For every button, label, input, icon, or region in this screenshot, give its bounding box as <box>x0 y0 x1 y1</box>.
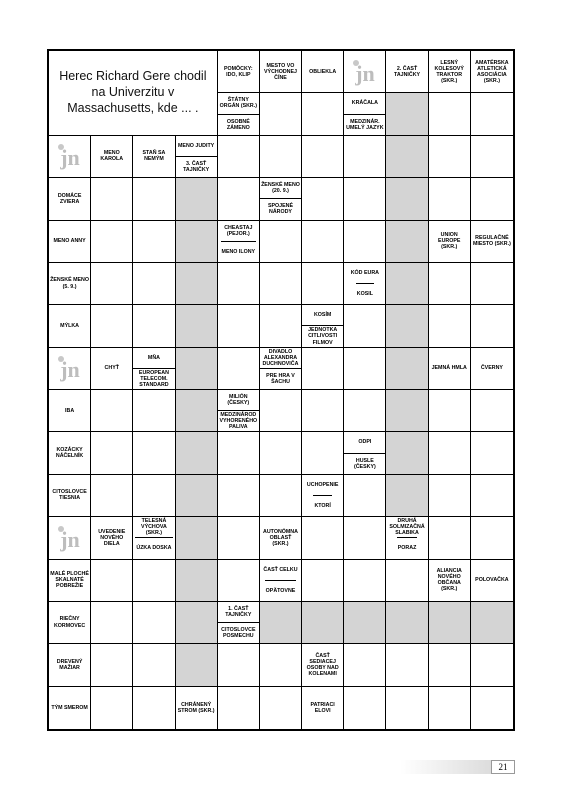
shaded-cell <box>344 602 386 644</box>
answer-cell[interactable] <box>344 644 386 686</box>
clue-text: DIVADLO ALEXANDRA DUCHNOVIČA <box>262 348 299 367</box>
answer-cell[interactable] <box>471 178 513 220</box>
answer-cell[interactable] <box>429 644 471 686</box>
clue-cell <box>471 560 513 602</box>
clue-text: KOZÁCKY NÁČELNÍK <box>55 446 84 460</box>
shaded-cell <box>386 221 428 263</box>
answer-cell[interactable] <box>429 390 471 432</box>
answer-cell[interactable] <box>344 136 386 178</box>
answer-cell[interactable] <box>471 644 513 686</box>
clue-cell <box>302 475 344 517</box>
clue-cell <box>91 517 133 559</box>
answer-cell[interactable] <box>260 221 302 263</box>
answer-cell[interactable] <box>133 602 175 644</box>
answer-cell[interactable] <box>302 178 344 220</box>
clue-cell <box>260 178 302 220</box>
answer-cell[interactable] <box>344 178 386 220</box>
clue-text: MENO ILONY <box>221 241 257 262</box>
clue-cell <box>429 348 471 390</box>
answer-cell[interactable] <box>344 687 386 729</box>
shaded-cell <box>176 644 218 686</box>
answer-cell[interactable] <box>386 644 428 686</box>
clue-text: KTORÍ <box>313 495 331 516</box>
answer-cell[interactable] <box>133 687 175 729</box>
clue-text: ODPI <box>358 439 372 446</box>
clue-text: POMÔCKY: IDO, KLIP <box>223 65 253 78</box>
answer-cell[interactable] <box>218 517 260 559</box>
answer-cell[interactable] <box>471 517 513 559</box>
clue-cell <box>218 221 260 263</box>
clue-cell <box>91 136 133 178</box>
jn-logo-icon <box>49 136 91 178</box>
shaded-cell <box>386 348 428 390</box>
clue-text: CHEASTAJ (PEJOR.) <box>224 224 253 237</box>
answer-cell[interactable] <box>133 390 175 432</box>
clue-text: RIEČNY KORMOVEC <box>53 616 86 629</box>
answer-cell[interactable] <box>302 93 344 135</box>
clue-text: KÓD EURA <box>350 269 379 276</box>
clue-text: MENO ANNY <box>53 238 86 245</box>
clue-text: MÝLKA <box>60 322 79 329</box>
shaded-cell <box>386 390 428 432</box>
answer-cell[interactable] <box>471 475 513 517</box>
answer-cell[interactable] <box>471 432 513 474</box>
shaded-cell <box>176 432 218 474</box>
clue-cell <box>49 475 91 517</box>
clue-cell <box>133 517 175 559</box>
clue-text: IBA <box>65 407 75 414</box>
answer-cell[interactable] <box>471 263 513 305</box>
clue-text: UVEDENIE NOVÉHO DIELA <box>98 528 126 547</box>
answer-cell[interactable] <box>302 136 344 178</box>
clue-cell <box>49 263 91 305</box>
svg-text:jn: jn <box>355 60 375 86</box>
answer-cell[interactable] <box>344 305 386 347</box>
clue-text: MEDZINÁROD VYHORENÉHO PALIVA <box>219 412 258 431</box>
answer-cell[interactable] <box>302 263 344 305</box>
shaded-cell <box>386 475 428 517</box>
clue-cell <box>218 51 260 93</box>
answer-cell[interactable] <box>91 221 133 263</box>
clue-text: AUTONÓMNA OBLASŤ (SKR.) <box>263 528 298 547</box>
answer-cell[interactable] <box>471 390 513 432</box>
answer-cell[interactable] <box>260 93 302 135</box>
clue-cell <box>260 560 302 602</box>
clue-text: KRÁČALA <box>351 100 378 107</box>
clue-text: 1. ČASŤ TAJNIČKY <box>225 605 252 618</box>
answer-cell[interactable] <box>429 178 471 220</box>
page-footer-band <box>400 760 492 774</box>
clue-cell <box>218 390 260 432</box>
shaded-cell <box>176 475 218 517</box>
answer-cell[interactable] <box>91 602 133 644</box>
clue-cell <box>176 687 218 729</box>
clue-text: KOSÍM <box>313 312 332 319</box>
answer-cell[interactable] <box>91 390 133 432</box>
shaded-cell <box>176 560 218 602</box>
answer-cell[interactable] <box>218 560 260 602</box>
shaded-cell <box>176 390 218 432</box>
shaded-cell <box>302 602 344 644</box>
clue-cell <box>302 644 344 686</box>
answer-cell[interactable] <box>260 432 302 474</box>
answer-cell[interactable] <box>344 221 386 263</box>
answer-cell[interactable] <box>429 475 471 517</box>
answer-cell[interactable] <box>429 136 471 178</box>
clue-text: CHYŤ <box>104 365 119 372</box>
clue-text: TÝM SMEROM <box>51 704 88 711</box>
clue-cell <box>344 432 386 474</box>
shaded-cell <box>386 93 428 135</box>
clue-text: TELESNÁ VÝCHOVA (SKR.) <box>141 518 167 537</box>
answer-cell[interactable] <box>260 263 302 305</box>
answer-cell[interactable] <box>386 687 428 729</box>
clue-cell <box>49 221 91 263</box>
answer-cell[interactable] <box>218 305 260 347</box>
answer-cell[interactable] <box>218 432 260 474</box>
answer-cell[interactable] <box>218 178 260 220</box>
answer-cell[interactable] <box>302 348 344 390</box>
clue-cell <box>218 93 260 135</box>
page-number: 21 <box>491 760 515 774</box>
clue-cell <box>49 432 91 474</box>
clue-text: UCHOPENIE <box>306 481 339 488</box>
answer-cell[interactable] <box>429 263 471 305</box>
clue-text: UNION EUROPE (SKR.) <box>438 232 461 251</box>
clue-text: CITOSLOVCE TIESNIA <box>52 489 87 502</box>
clue-cell <box>176 136 218 178</box>
clue-text: CHRÁNENÝ STROM (SKR.) <box>177 701 215 714</box>
clue-text: MILIÓN (ČESKY) <box>227 394 250 407</box>
clue-text: 3. ČASŤ TAJNIČKY <box>176 156 217 177</box>
clue-text: ČASŤ SEDIACEJ OSOBY NAD KOLENAMI <box>306 652 339 678</box>
answer-cell[interactable] <box>133 432 175 474</box>
answer-cell[interactable] <box>260 136 302 178</box>
svg-text:jn: jn <box>59 145 80 171</box>
shaded-cell <box>386 432 428 474</box>
clue-text: DOMÁCE ZVIERA <box>57 192 82 205</box>
answer-cell[interactable] <box>344 390 386 432</box>
clue-cell <box>302 687 344 729</box>
answer-cell[interactable] <box>91 560 133 602</box>
answer-cell[interactable] <box>91 305 133 347</box>
answer-cell[interactable] <box>429 432 471 474</box>
clue-cell <box>49 560 91 602</box>
shaded-cell <box>176 348 218 390</box>
clue-cell <box>133 136 175 178</box>
clue-cell <box>49 390 91 432</box>
answer-cell[interactable] <box>386 560 428 602</box>
shaded-cell <box>386 305 428 347</box>
answer-cell[interactable] <box>91 263 133 305</box>
jn-logo-icon <box>49 348 91 390</box>
crossword-grid <box>47 49 515 731</box>
clue-text: MALÉ PLOCHÉ SKALNATÉ POBREŽIE <box>50 571 89 590</box>
clue-cell <box>429 51 471 93</box>
answer-cell[interactable] <box>344 475 386 517</box>
answer-cell[interactable] <box>471 136 513 178</box>
answer-cell[interactable] <box>302 221 344 263</box>
clue-cell <box>91 348 133 390</box>
clue-text: HUSLE (ČESKY) <box>344 453 385 474</box>
clue-text: PORAZ <box>397 537 418 558</box>
answer-cell[interactable] <box>344 348 386 390</box>
answer-cell[interactable] <box>91 475 133 517</box>
clue-text: EUROPEAN TELECOM. STANDARD <box>133 368 174 389</box>
clue-cell <box>429 221 471 263</box>
jn-logo-icon <box>49 517 91 559</box>
clue-text: OBLIEKLA <box>309 68 337 75</box>
answer-cell[interactable] <box>260 687 302 729</box>
clue-cell <box>471 51 513 93</box>
clue-text: MESTO VO VÝCHODNEJ ČÍNE <box>264 62 297 81</box>
clue-cell <box>49 687 91 729</box>
answer-cell[interactable] <box>91 432 133 474</box>
answer-cell[interactable] <box>260 475 302 517</box>
clue-text: KOSIL <box>356 283 374 304</box>
shaded-cell <box>176 263 218 305</box>
shaded-cell <box>386 602 428 644</box>
clue-text: MEDZINÁR. UMELÝ JAZYK <box>344 114 385 135</box>
answer-cell[interactable] <box>471 93 513 135</box>
answer-cell[interactable] <box>471 687 513 729</box>
clue-text: MŇA <box>147 354 160 361</box>
clue-cell <box>386 51 428 93</box>
clue-text: 2. ČASŤ TAJNIČKY <box>393 65 421 78</box>
clue-cell <box>260 348 302 390</box>
clue-cell <box>218 602 260 644</box>
shaded-cell <box>176 602 218 644</box>
answer-cell[interactable] <box>218 475 260 517</box>
answer-cell[interactable] <box>344 560 386 602</box>
shaded-cell <box>386 178 428 220</box>
answer-cell[interactable] <box>218 644 260 686</box>
shaded-cell <box>260 602 302 644</box>
clue-text: ŽENSKÉ MENO (5. 9.) <box>50 277 90 290</box>
shaded-cell <box>176 221 218 263</box>
clue-text: STAŇ SA NEMÝM <box>142 150 166 163</box>
shaded-cell <box>176 178 218 220</box>
answer-cell[interactable] <box>133 644 175 686</box>
clue-cell <box>429 560 471 602</box>
clue-cell <box>471 348 513 390</box>
jn-logo-icon <box>344 51 386 93</box>
clue-text: SPOJENÉ NÁRODY <box>260 198 301 219</box>
clue-text: REGULAČNÉ MIESTO (SKR.) <box>472 235 511 248</box>
answer-cell[interactable] <box>260 644 302 686</box>
answer-cell[interactable] <box>133 178 175 220</box>
clue-cell <box>133 348 175 390</box>
clue-cell <box>386 517 428 559</box>
clue-cell <box>49 305 91 347</box>
clue-text: LESNÝ KOLESOVÝ TRAKTOR (SKR.) <box>434 59 464 84</box>
clue-cell <box>260 517 302 559</box>
clue-text: PATRIACI ELOVI <box>310 701 335 714</box>
shaded-cell <box>386 136 428 178</box>
shaded-cell <box>176 517 218 559</box>
answer-cell[interactable] <box>429 93 471 135</box>
clue-text: DREVENÝ MAŽIAR <box>56 658 83 671</box>
clue-text: ŽENSKÉ MENO (20. 9.) <box>261 182 300 195</box>
answer-cell[interactable] <box>429 305 471 347</box>
shaded-cell <box>176 305 218 347</box>
answer-cell[interactable] <box>302 390 344 432</box>
clue-text: ČVERNY <box>480 365 503 372</box>
clue-text: OPÄTOVNE <box>265 580 297 601</box>
answer-cell[interactable] <box>133 263 175 305</box>
shaded-cell <box>386 263 428 305</box>
answer-cell[interactable] <box>302 560 344 602</box>
answer-cell[interactable] <box>302 432 344 474</box>
answer-cell[interactable] <box>91 687 133 729</box>
answer-cell[interactable] <box>91 178 133 220</box>
puzzle-title: Herec Richard Gere chodil na Univerzitu v Massachusetts, kde ... . <box>49 51 218 136</box>
clue-text: ŠTÁTNY ORGÁN (SKR.) <box>219 97 257 110</box>
answer-cell[interactable] <box>218 263 260 305</box>
clue-text: ALIANCIA NOVÉHO OBČANA (SKR.) <box>436 568 462 593</box>
answer-cell[interactable] <box>218 687 260 729</box>
clue-text: DRUHÁ SOLMIZAČNÁ SLABIKA <box>389 518 425 537</box>
clue-text: OSOBNÉ ZÁMENO <box>218 114 259 135</box>
clue-text: JEMNÁ HMLA <box>431 365 467 372</box>
shaded-cell <box>429 602 471 644</box>
clue-cell <box>49 178 91 220</box>
clue-text: ÚZKA DOSKA <box>135 537 172 558</box>
clue-cell <box>344 93 386 135</box>
answer-cell[interactable] <box>344 517 386 559</box>
clue-cell <box>344 263 386 305</box>
answer-cell[interactable] <box>260 305 302 347</box>
clue-text: POLOVAČKA <box>475 577 509 584</box>
clue-cell <box>49 644 91 686</box>
clue-text: MENO KAROLA <box>100 150 124 163</box>
svg-text:jn: jn <box>59 357 80 383</box>
answer-cell[interactable] <box>133 475 175 517</box>
clue-cell <box>302 51 344 93</box>
answer-cell[interactable] <box>218 136 260 178</box>
svg-text:jn: jn <box>59 526 80 552</box>
clue-cell <box>302 305 344 347</box>
clue-cell <box>49 602 91 644</box>
clue-cell <box>471 221 513 263</box>
answer-cell[interactable] <box>133 560 175 602</box>
answer-cell[interactable] <box>302 517 344 559</box>
answer-cell[interactable] <box>133 305 175 347</box>
clue-text: CITOSLOVCE POSMECHU <box>218 622 259 643</box>
answer-cell[interactable] <box>133 221 175 263</box>
answer-cell[interactable] <box>260 390 302 432</box>
clue-cell <box>260 51 302 93</box>
answer-cell[interactable] <box>471 305 513 347</box>
clue-text: MENO JUDITY <box>178 142 215 149</box>
shaded-cell <box>471 602 513 644</box>
clue-text: PRE HRA V ŠACHU <box>260 368 301 389</box>
answer-cell[interactable] <box>429 687 471 729</box>
clue-text: AMATÉRSKA ATLETICKÁ ASOCIÁCIA (SKR.) <box>475 59 509 84</box>
clue-text: ČASŤ CELKU <box>263 566 298 573</box>
answer-cell[interactable] <box>218 348 260 390</box>
answer-cell[interactable] <box>429 517 471 559</box>
clue-text: JEDNOTKA CITLIVOSTI FILMOV <box>302 325 343 346</box>
answer-cell[interactable] <box>91 644 133 686</box>
